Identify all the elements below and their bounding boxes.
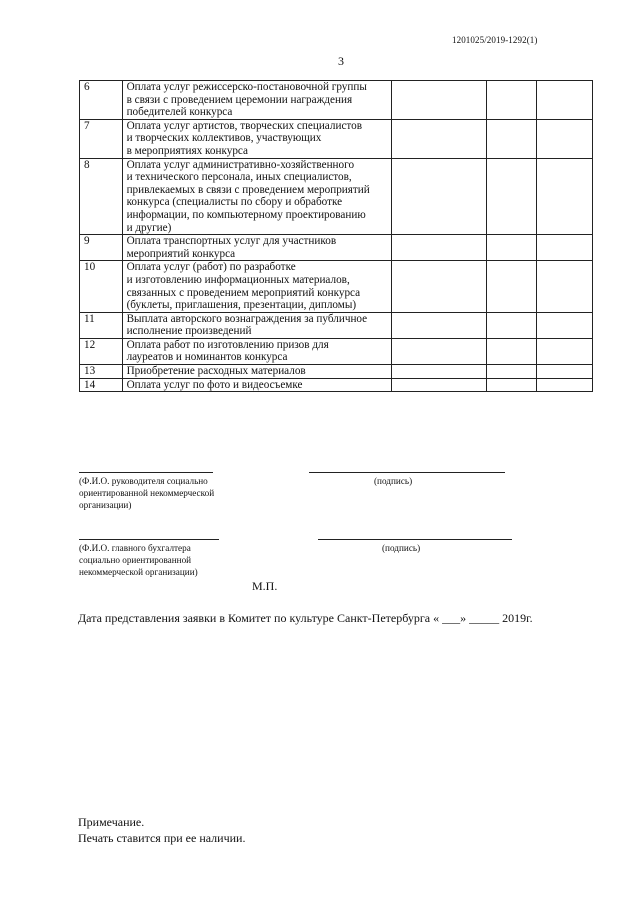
table-row <box>80 365 593 379</box>
description-line: Оплата услуг административно-хозяйственного <box>126 158 355 171</box>
empty-cell <box>486 158 536 235</box>
table-row <box>80 119 593 158</box>
empty-cell <box>536 158 592 235</box>
description-line: Оплата транспортных услуг для участников <box>126 235 337 248</box>
row-number: 10 <box>80 261 123 312</box>
description-line: в мероприятиях конкурса <box>126 144 248 157</box>
page-number: 3 <box>338 54 344 68</box>
head-name-caption <box>79 475 214 511</box>
empty-cell <box>391 81 486 120</box>
row-description <box>122 158 391 235</box>
empty-cell <box>486 338 536 364</box>
expense-table-body <box>80 81 593 392</box>
empty-cell <box>536 235 592 261</box>
row-description <box>122 312 391 338</box>
empty-cell <box>486 365 536 379</box>
caption-line: (Ф.И.О. руководителя социально <box>79 476 208 486</box>
empty-cell <box>391 378 486 392</box>
empty-cell <box>486 378 536 392</box>
row-description <box>122 235 391 261</box>
description-line: лауреатов и номинантов конкурса <box>126 351 288 364</box>
row-number: 11 <box>80 312 123 338</box>
row-description <box>122 338 391 364</box>
caption-line: ориентированной некоммерческой <box>79 488 215 498</box>
empty-cell <box>486 119 536 158</box>
row-description <box>122 378 391 392</box>
empty-cell <box>536 312 592 338</box>
description-line: и изготовлению информационных материалов, <box>126 273 350 286</box>
empty-cell <box>391 338 486 364</box>
row-number: 9 <box>80 235 123 261</box>
empty-cell <box>391 119 486 158</box>
row-number: 8 <box>80 158 123 235</box>
description-line: и другие) <box>126 221 172 234</box>
table-row <box>80 235 593 261</box>
submission-date-line: Дата представления заявки в Комитет по культуре Санкт-Петербурга « ___» _____ 2019г. <box>78 611 533 625</box>
empty-cell <box>536 119 592 158</box>
note-text: Печать ставится при ее наличии. <box>78 831 246 845</box>
row-number: 12 <box>80 338 123 364</box>
head-name-line <box>79 472 213 473</box>
empty-cell <box>486 81 536 120</box>
accountant-signature-caption: (подпись) <box>382 543 421 553</box>
note-title: Примечание. <box>78 815 145 829</box>
description-line: Приобретение расходных материалов <box>126 365 306 378</box>
empty-cell <box>536 81 592 120</box>
empty-cell <box>536 338 592 364</box>
empty-cell <box>391 261 486 312</box>
empty-cell <box>391 365 486 379</box>
description-line: конкурса (специалисты по сбору и обработке <box>126 196 343 209</box>
description-line: информации, по компьютерному проектированию <box>126 208 366 221</box>
description-line: Оплата услуг (работ) по разработке <box>126 261 296 274</box>
description-line: и технического персонала, иных специалистов, <box>126 171 352 184</box>
row-description <box>122 365 391 379</box>
row-number: 6 <box>80 81 123 120</box>
table-row <box>80 378 593 392</box>
accountant-name-line <box>79 539 219 540</box>
description-line: победителей конкурса <box>126 106 233 119</box>
description-line: Оплата услуг режиссерско-постановочной группы <box>126 81 367 93</box>
description-line: Оплата работ по изготовлению призов для <box>126 338 329 351</box>
empty-cell <box>391 235 486 261</box>
empty-cell <box>536 365 592 379</box>
row-number: 14 <box>80 378 123 392</box>
head-signature-line <box>309 472 505 473</box>
empty-cell <box>391 158 486 235</box>
expense-table <box>79 80 593 392</box>
empty-cell <box>536 378 592 392</box>
description-line: Выплата авторского вознаграждения за публичное <box>126 312 368 325</box>
table-row <box>80 81 593 120</box>
seal-placeholder: М.П. <box>252 579 278 593</box>
row-number: 13 <box>80 365 123 379</box>
description-line: (буклеты, приглашения, презентации, дипломы) <box>126 299 357 312</box>
accountant-signature-line <box>318 539 512 540</box>
table-row <box>80 338 593 364</box>
head-signature-caption: (подпись) <box>374 476 413 486</box>
description-line: в связи с проведением церемонии награждения <box>126 93 353 106</box>
caption-line: социально ориентированной <box>79 555 192 565</box>
table-row <box>80 158 593 235</box>
description-line: и творческих коллективов, участвующих <box>126 132 322 145</box>
caption-line: (Ф.И.О. главного бухгалтера <box>79 543 191 553</box>
description-line: Оплата услуг по фото и видеосъемке <box>126 378 303 391</box>
row-description <box>122 119 391 158</box>
row-description <box>122 81 391 120</box>
row-number: 7 <box>80 119 123 158</box>
description-line: исполнение произведений <box>126 325 252 338</box>
row-description <box>122 261 391 312</box>
caption-line: некоммерческой организации) <box>79 567 198 577</box>
description-line: связанных с проведением мероприятий конкурса <box>126 286 361 299</box>
empty-cell <box>391 312 486 338</box>
empty-cell <box>486 261 536 312</box>
accountant-name-caption <box>79 542 198 578</box>
table-row <box>80 312 593 338</box>
empty-cell <box>536 261 592 312</box>
caption-line: организации) <box>79 500 132 510</box>
description-line: Оплата услуг артистов, творческих специалистов <box>126 119 363 132</box>
description-line: мероприятий конкурса <box>126 247 236 260</box>
empty-cell <box>486 235 536 261</box>
document-code: 1201025/2019-1292(1) <box>452 35 538 45</box>
description-line: привлекаемых в связи с проведением мероприятий <box>126 183 370 196</box>
empty-cell <box>486 312 536 338</box>
table-row <box>80 261 593 312</box>
